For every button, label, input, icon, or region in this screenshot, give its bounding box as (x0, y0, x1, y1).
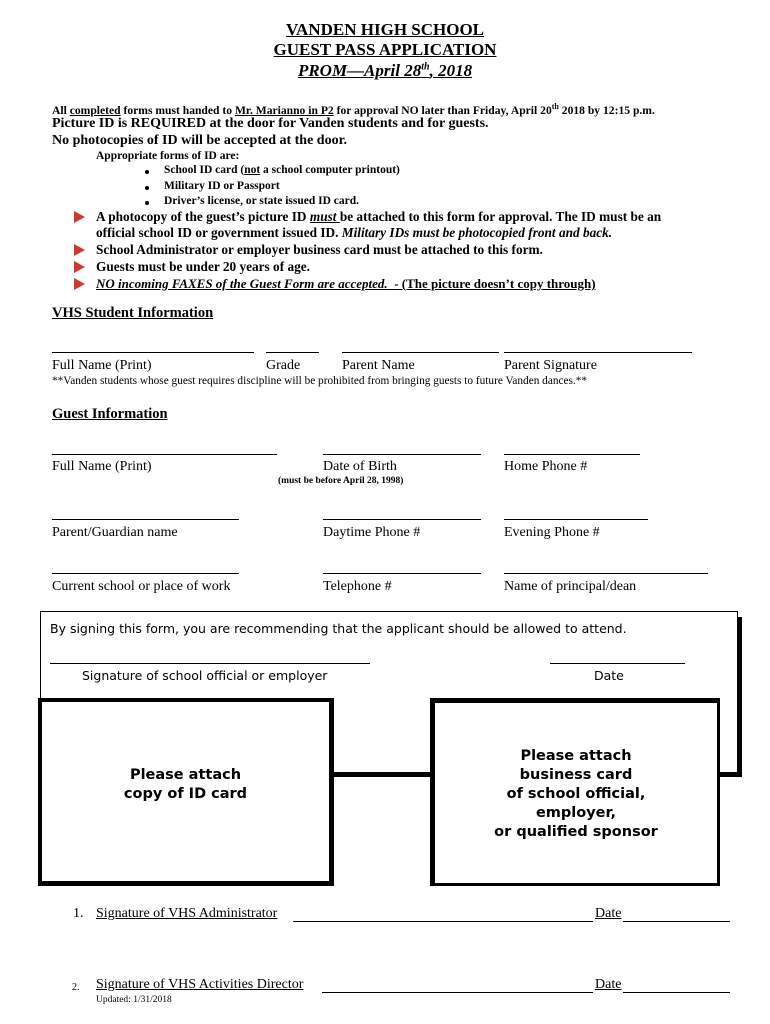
sponsor-statement: By signing this form, you are recommending that the applicant should be allowed to attend. (50, 621, 627, 636)
parent-name-label: Parent Name (342, 358, 415, 373)
id-option-military: Military ID or Passport (164, 180, 280, 192)
id-option-school: School ID card (not a school computer printout) (164, 164, 400, 176)
no-photocopies-note: No photocopies of ID will be accepted at the door. (52, 133, 348, 148)
parent-name-line[interactable] (342, 352, 499, 353)
arrow-icon (74, 244, 85, 256)
activities-date-line[interactable] (623, 992, 730, 993)
activities-signature-label: Signature of VHS Activities Director (96, 977, 304, 992)
form-title: GUEST PASS APPLICATION (273, 40, 497, 59)
id-forms-heading: Appropriate forms of ID are: (96, 150, 240, 162)
arrow-icon (74, 211, 85, 223)
parent-signature-label: Parent Signature (504, 358, 597, 373)
updated-date: Updated: 1/31/2018 (96, 995, 172, 1005)
daytime-phone-label: Daytime Phone # (323, 525, 421, 540)
guardian-line[interactable] (52, 519, 239, 520)
dob-label: Date of Birth (323, 459, 397, 474)
activities-signature-line[interactable] (322, 992, 593, 993)
student-section-heading: VHS Student Information (52, 305, 214, 321)
evening-phone-line[interactable] (504, 519, 648, 520)
fax-note: NO incoming FAXES of the Guest Form are accepted. - (The picture doesn’t copy through) (96, 276, 596, 291)
arrow-icon (74, 261, 85, 273)
principal-line[interactable] (504, 573, 708, 574)
business-card-instruction: Please attach business card of school official, employer, or qualified sponsor (494, 748, 658, 840)
dob-note: (must be before April 28, 1998) (278, 476, 404, 486)
school-work-line[interactable] (52, 573, 239, 574)
school-name: VANDEN HIGH SCHOOL (285, 20, 485, 39)
admin-date-line[interactable] (623, 921, 730, 922)
id-option-license: Driver’s license, or state issued ID card. (164, 195, 360, 207)
student-name-line[interactable] (52, 352, 254, 353)
bullet-icon (145, 186, 149, 190)
admin-date-label: Date (595, 906, 622, 921)
bullet-icon (145, 170, 149, 174)
telephone-label: Telephone # (323, 579, 392, 594)
grade-label: Grade (266, 358, 301, 373)
guest-section-heading: Guest Information (52, 406, 168, 422)
admin-signature-label: Signature of VHS Administrator (96, 906, 278, 921)
guest-name-line[interactable] (52, 454, 277, 455)
evening-phone-label: Evening Phone # (504, 525, 600, 540)
student-name-label: Full Name (Print) (52, 358, 152, 373)
sponsor-date-line[interactable] (550, 663, 685, 664)
id-card-instruction: Please attach copy of ID card (123, 767, 248, 802)
bullet-icon (145, 201, 149, 205)
home-phone-label: Home Phone # (504, 459, 588, 474)
id-required-note: Picture ID is REQUIRED at the door for Vanden students and for guests. (52, 116, 489, 131)
guardian-label: Parent/Guardian name (52, 525, 178, 540)
parent-signature-line[interactable] (504, 352, 692, 353)
activities-date-label: Date (595, 977, 622, 992)
sig-number-2: 2. (72, 982, 80, 993)
submission-instructions: All completed forms must handed to Mr. Marianno in P2 for approval NO later than Friday, April 20th 2018 by 12:15 p.m. (52, 102, 655, 117)
home-phone-line[interactable] (504, 454, 640, 455)
arrow-icon (74, 278, 85, 290)
principal-label: Name of principal/dean (504, 579, 637, 594)
box-connector (330, 772, 435, 777)
telephone-line[interactable] (323, 573, 481, 574)
event-title: PROM—April 28th, 2018 (297, 61, 473, 80)
sig-number-1: 1. (73, 906, 84, 921)
school-work-label: Current school or place of work (52, 579, 231, 594)
business-card-requirement: School Administrator or employer business card must be attached to this form. (96, 242, 543, 257)
daytime-phone-line[interactable] (323, 519, 481, 520)
sponsor-date-label: Date (594, 668, 624, 683)
discipline-note: **Vanden students whose guest requires discipline will be prohibited from bringing guests to future Vanden dances.** (52, 375, 588, 387)
dob-line[interactable] (323, 454, 481, 455)
age-requirement: Guests must be under 20 years of age. (96, 259, 310, 274)
sponsor-signature-line[interactable] (50, 663, 370, 664)
sponsor-signature-label: Signature of school official or employer (82, 668, 328, 683)
student-grade-line[interactable] (266, 352, 319, 353)
photocopy-requirement: A photocopy of the guest’s picture ID must be attached to this form for approval. The ID must be an official school ID or government issued ID. Military IDs must be photocopied front and back. (96, 209, 662, 240)
guest-name-label: Full Name (Print) (52, 459, 152, 474)
admin-signature-line[interactable] (293, 921, 593, 922)
